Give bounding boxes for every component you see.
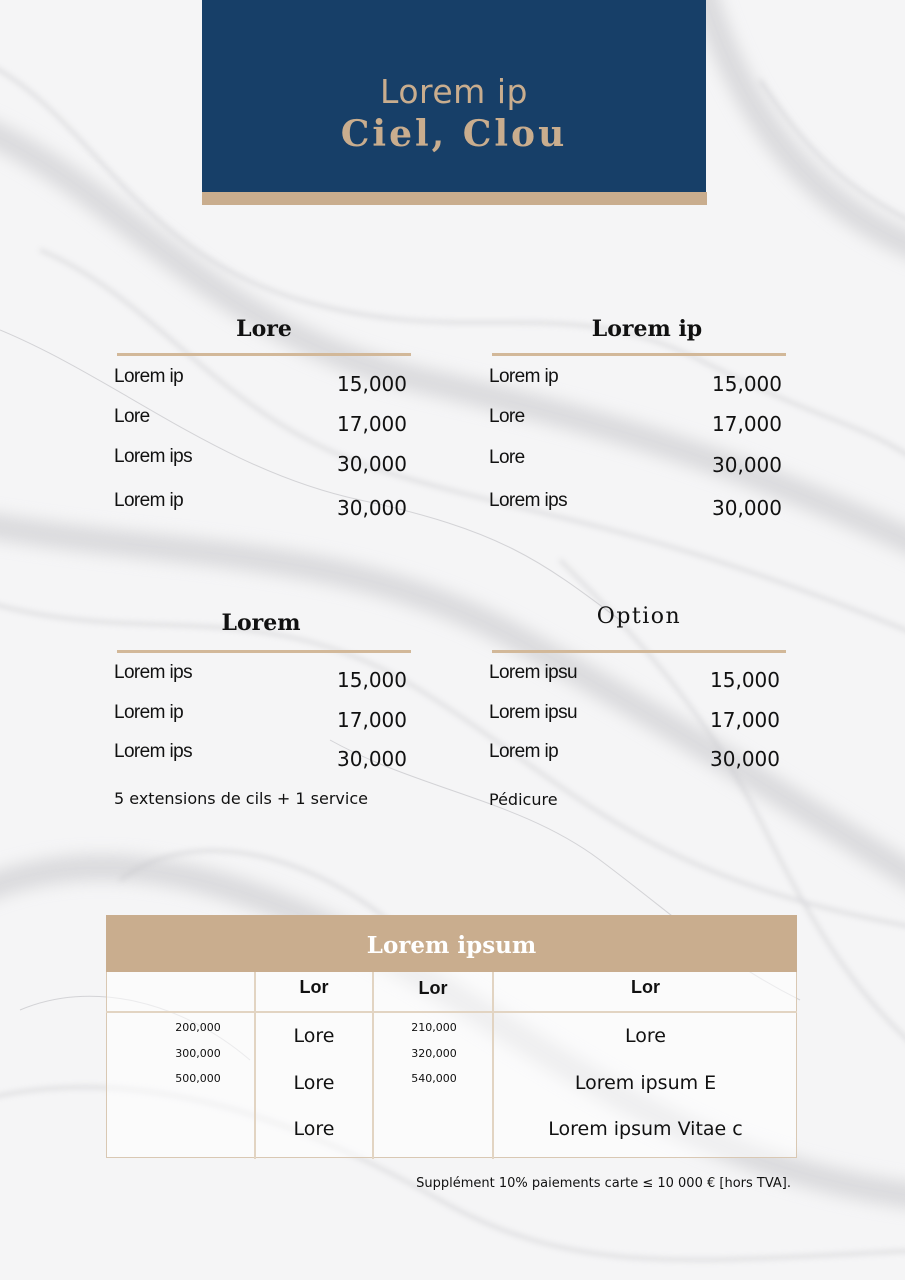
section-title: Option: [596, 604, 682, 629]
table-divider: [106, 1011, 797, 1013]
table-cell: Lorem ipsum E: [574, 1072, 717, 1094]
table-title: Lorem ipsum: [106, 915, 797, 972]
item-price: 30,000: [710, 747, 780, 771]
section-note: Pédicure: [489, 790, 558, 809]
item-name: Lore: [114, 406, 150, 427]
table-cell: 300,000: [175, 1047, 221, 1060]
item-name: Lore: [489, 447, 525, 468]
item-name: Lorem ips: [114, 446, 193, 467]
table-cell: 320,000: [411, 1047, 457, 1060]
column-divider: [372, 972, 374, 1159]
section-rule: [117, 353, 411, 356]
item-price: 30,000: [712, 453, 782, 477]
item-price: 15,000: [337, 668, 407, 692]
section-rule: [492, 353, 786, 356]
item-name: Lorem ips: [114, 741, 193, 762]
item-price: 15,000: [337, 372, 407, 396]
section-rule: [117, 650, 411, 653]
table-cell: Lore: [293, 1072, 335, 1094]
item-price: 17,000: [337, 412, 407, 436]
item-name: Lore: [489, 406, 525, 427]
item-name: Lorem ip: [489, 366, 559, 387]
item-name: Lorem ip: [114, 366, 184, 387]
item-price: 30,000: [337, 496, 407, 520]
item-name: Lorem ips: [489, 490, 568, 511]
header-subtitle: Lorem ip: [380, 72, 528, 111]
section-title: Lore: [236, 316, 292, 342]
table-cell: 500,000: [175, 1072, 221, 1085]
item-price: 30,000: [337, 747, 407, 771]
header-title: Ciel, Clou: [340, 113, 568, 155]
item-name: Lorem ip: [114, 702, 184, 723]
item-price: 30,000: [337, 452, 407, 476]
price-table: [106, 915, 797, 1159]
item-price: 17,000: [337, 708, 407, 732]
item-name: Lorem ipsu: [489, 702, 577, 723]
item-price: 17,000: [712, 412, 782, 436]
item-name: Lorem ipsu: [489, 662, 577, 683]
table-cell: Lore: [625, 1025, 666, 1047]
table-header-cell: Lor: [631, 977, 660, 997]
table-cell: 200,000: [175, 1021, 221, 1034]
section-title: Lorem ip: [591, 316, 703, 342]
table-cell: Lorem ipsum Vitae c: [548, 1118, 743, 1140]
header-accent-bar: [202, 192, 707, 205]
item-name: Lorem ips: [114, 662, 193, 683]
item-price: 30,000: [712, 496, 782, 520]
section-title: Lorem: [221, 610, 301, 636]
item-price: 17,000: [710, 708, 780, 732]
table-cell: Lore: [293, 1118, 335, 1140]
item-price: 15,000: [710, 668, 780, 692]
table-cell: 540,000: [411, 1072, 457, 1085]
table-header-cell: Lor: [418, 978, 448, 998]
item-name: Lorem ip: [114, 490, 184, 511]
table-cell: 210,000: [411, 1021, 457, 1034]
table-cell: Lore: [293, 1025, 335, 1047]
footnote: Supplément 10% paiements carte ≤ 10 000 € [hors TVA].: [416, 1176, 791, 1191]
item-price: 15,000: [712, 372, 782, 396]
section-rule: [492, 650, 786, 653]
section-note: 5 extensions de cils + 1 service: [114, 789, 368, 808]
header-banner: [202, 0, 706, 192]
table-header-cell: Lor: [299, 977, 329, 997]
item-name: Lorem ip: [489, 741, 559, 762]
